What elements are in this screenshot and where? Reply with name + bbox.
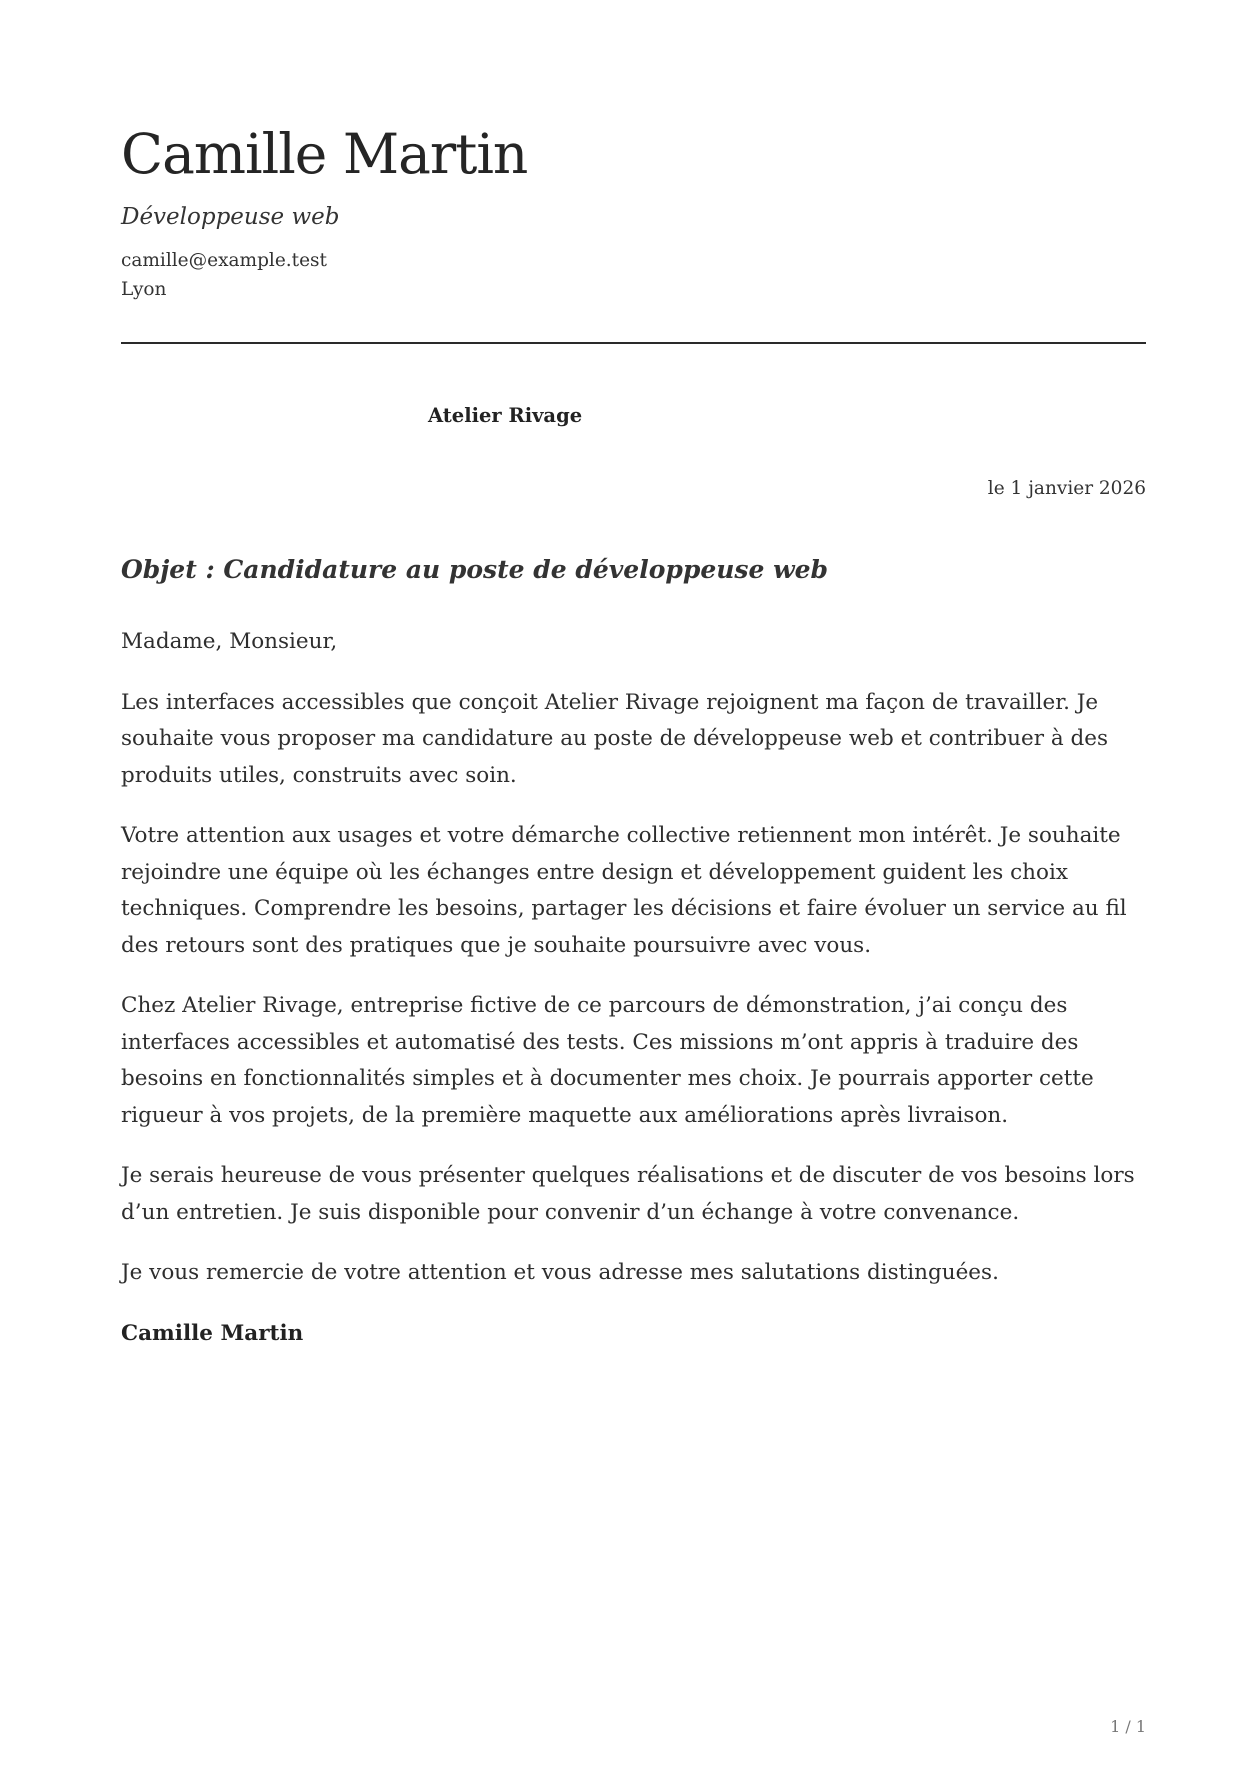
body-paragraph: Chez Atelier Rivage, entreprise fictive de ce parcours de démonstration, j’ai conçu des interfaces accessibles et automatisé des tests. Ces missions m’ont appris à traduire des besoins en fonctionnalités simples et à documenter mes choix. Je pourrais apporter cette rigueur à vos projets, de la première maquette aux améliorations après livraison. [121,993,1094,1128]
salutation: Madame, Monsieur, [121,629,338,654]
page-number: 1 / 1 [1110,1717,1146,1736]
body-paragraph: Votre attention aux usages et votre démarche collective retiennent mon intérêt. Je souhaite rejoindre une équipe où les échanges entre design et développement guident les choix techniques. Comprendre les besoins, partager les décisions et faire évoluer un service au fil des retours sont des pratiques que je souhaite poursuivre avec vous. [121,823,1127,958]
sender-city: Lyon [121,279,167,300]
body-paragraph: Je serais heureuse de vous présenter quelques réalisations et de discuter de vos besoins lors d’un entretien. Je suis disponible pour convenir d’un échange à votre convenance. [121,1163,1135,1225]
letter-date: le 1 janvier 2026 [987,478,1146,499]
body-paragraph: Les interfaces accessibles que conçoit Atelier Rivage rejoignent ma façon de travailler. Je souhaite vous proposer ma candidature au poste de développeuse web et contribuer à des produits utiles, construits avec soin. [121,689,1109,788]
letter-body [121,624,1146,1376]
sender-email: camille@example.test [121,250,327,271]
recipient-company: Atelier Rivage [428,404,583,427]
sender-name: Camille Martin [121,122,528,186]
sender-contact [121,246,1146,304]
letter-subject: Objet : Candidature au poste de développeuse web [121,555,829,584]
sender-header [121,118,1146,304]
closing-formula: Je vous remercie de votre attention et vous adresse mes salutations distinguées. [121,1260,999,1285]
header-divider [121,342,1146,344]
sender-job-title: Développeuse web [121,204,340,230]
signature: Camille Martin [121,1320,304,1346]
